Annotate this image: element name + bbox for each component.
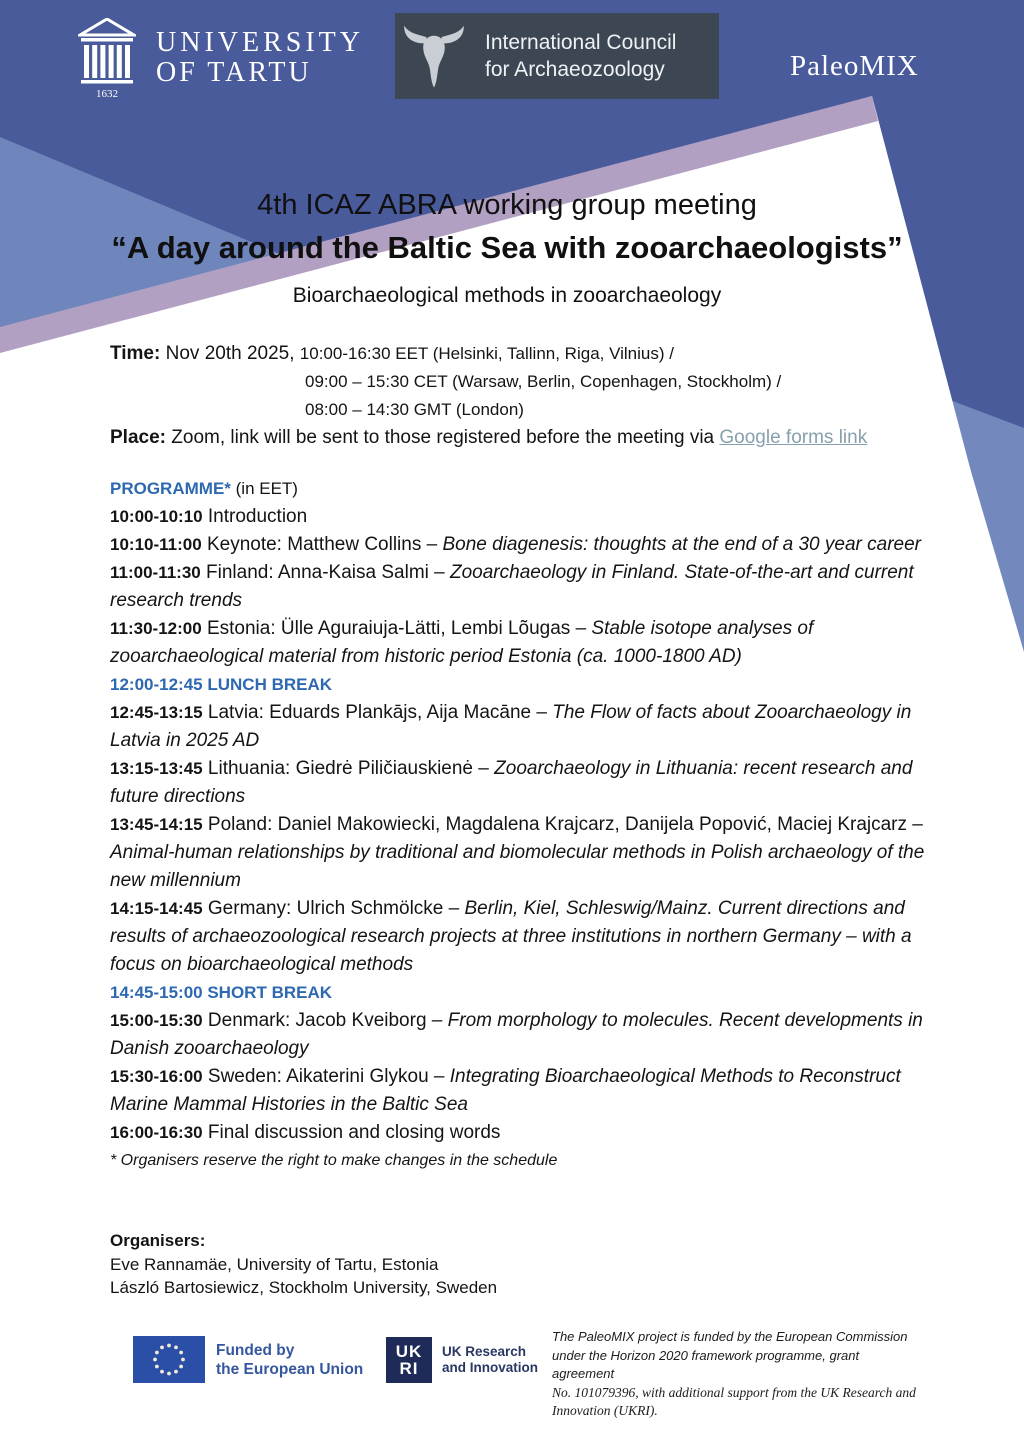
eu-funding-line2: the European Union [216, 1361, 364, 1378]
university-name-line2: OF TARTU [156, 57, 312, 88]
founding-year: 1632 [96, 88, 118, 100]
item-text: Sweden: Aikaterini Glykou – [202, 1066, 450, 1087]
ukri-logo-icon [386, 1337, 432, 1383]
programme-section [110, 475, 928, 1175]
university-of-tartu-logo [78, 18, 364, 100]
programme-item [110, 531, 928, 559]
time-zone-cet: 09:00 – 15:30 CET (Warsaw, Berlin, Copenhagen, Stockholm) / [305, 372, 782, 391]
item-text: Final discussion and closing words [202, 1122, 501, 1143]
event-details [110, 340, 928, 452]
item-talk-title: From morphology to molecules. Recent developments in Danish zooarchaeology [110, 1010, 923, 1059]
item-talk-title: Zooarchaeology in Lithuania: recent research and future directions [110, 758, 913, 807]
item-talk-title: Animal-human relationships by traditional and biomolecular methods in Polish archaeology of the new millennium [110, 842, 925, 891]
schedule-footnote: * Organisers reserve the right to make changes in the schedule [110, 1152, 558, 1169]
ukri-letters-uk: UK [395, 1342, 423, 1361]
item-time: 13:15-13:45 [110, 759, 203, 778]
item-text: Finland: Anna-Kaisa Salmi – [200, 562, 450, 583]
item-time: 15:30-16:00 [110, 1067, 203, 1086]
time-label: Time: [110, 343, 161, 364]
item-text: Denmark: Jacob Kveiborg – [202, 1010, 448, 1031]
place-row [110, 424, 928, 452]
item-talk-title: Integrating Bioarchaeological Methods to Reconstruct Marine Mammal Histories in the Baltic Sea [110, 1066, 901, 1115]
item-time: 10:00-10:10 [110, 507, 203, 526]
ukri-label [442, 1344, 538, 1376]
item-time: 11:00-11:30 [110, 563, 201, 582]
item-text: Poland: Daniel Makowiecki, Magdalena Krajcarz, Danijela Popović, Maciej Krajcarz – [202, 814, 923, 835]
time-zone-gmt: 08:00 – 14:30 GMT (London) [305, 400, 524, 419]
item-talk-title: Berlin, Kiel, Schleswig/Mainz. Current directions and results of archaeozoological research projects at three institutions in northern Germany – with a focus on bioarchaeological methods [110, 898, 912, 975]
programme-item [110, 1007, 928, 1063]
programme-item [110, 503, 928, 531]
funding-line: No. 101079396, with additional support from the UK Research and [552, 1384, 916, 1400]
paleomix-logo: PaleoMIX [790, 50, 919, 82]
programme-heading-suffix: (in EET) [230, 479, 298, 498]
university-name-line1: UNIVERSITY [156, 27, 364, 58]
organiser-1: Eve Rannamäe, University of Tartu, Estonia [110, 1254, 439, 1274]
university-building-icon [78, 18, 136, 100]
meeting-theme: Bioarchaeological methods in zooarchaeology [292, 284, 722, 307]
programme-item [110, 615, 928, 671]
programme-item-lunch-break [110, 671, 928, 699]
item-text: Germany: Ulrich Schmölcke – [202, 898, 465, 919]
programme-item [110, 1063, 928, 1119]
item-time: 15:00-15:30 [110, 1011, 203, 1030]
ukri-label-line2: and Innovation [442, 1360, 538, 1375]
item-time: 12:00-12:45 [110, 675, 203, 694]
item-text: Lithuania: Giedrė Piličiauskienė – [202, 758, 495, 779]
organisers-heading: Organisers: [110, 1231, 206, 1250]
programme-heading [110, 475, 928, 503]
google-forms-link[interactable]: Google forms link [719, 427, 868, 448]
funding-line: The PaleoMIX project is funded by the European Commission [552, 1329, 908, 1344]
item-text: LUNCH BREAK [202, 675, 333, 694]
item-time: 11:30-12:00 [110, 619, 202, 638]
icaz-name-line2: for Archaeozoology [485, 58, 665, 81]
bull-skull-icon [395, 18, 473, 94]
programme-item [110, 755, 928, 811]
item-time: 16:00-16:30 [110, 1123, 203, 1142]
organisers-section [110, 1229, 497, 1300]
place-label: Place: [110, 427, 166, 448]
programme-item [110, 699, 928, 755]
icaz-name-line1: International Council [485, 31, 677, 54]
item-time: 13:45-14:15 [110, 815, 203, 834]
organiser-2: László Bartosiewicz, Stockholm University, Sweden [110, 1278, 498, 1297]
programme-item [110, 559, 928, 615]
item-text: SHORT BREAK [202, 983, 333, 1002]
programme-item-short-break [110, 979, 928, 1007]
place-text: Zoom, link will be sent to those registered before the meeting via [171, 427, 715, 448]
item-text: Estonia: Ülle Aguraiuja-Lätti, Lembi Lõugas – [201, 618, 592, 639]
item-talk-title: Bone diagenesis: thoughts at the end of a 30 year career [442, 534, 921, 555]
time-row [110, 340, 928, 368]
programme-item [110, 895, 928, 979]
eu-funding-line1: Funded by [216, 1342, 295, 1359]
programme-item [110, 1119, 928, 1147]
eu-flag-icon [133, 1336, 205, 1383]
eu-funding-label [216, 1341, 363, 1379]
ukri-label-line1: UK Research [442, 1344, 527, 1359]
funding-line: Innovation (UKRI). [552, 1403, 658, 1418]
item-text: Latvia: Eduards Plankājs, Aija Macāne – [202, 702, 553, 723]
item-time: 12:45-13:15 [110, 703, 203, 722]
university-name [156, 28, 364, 88]
item-text: Keynote: Matthew Collins – [201, 534, 443, 555]
item-time: 10:10-11:00 [110, 535, 202, 554]
time-date: Nov 20th 2025, [165, 343, 295, 364]
meeting-subtitle-quote: “A day around the Baltic Sea with zooarchaeologists” [111, 230, 903, 265]
item-talk-title: The Flow of facts about Zooarchaeology in Latvia in 2025 AD [110, 702, 912, 751]
item-talk-title: Stable isotope analyses of zooarchaeological material from historic period Estonia (ca. 1000-1800 AD) [110, 618, 814, 667]
item-time: 14:15-14:45 [110, 899, 203, 918]
item-time: 14:45-15:00 [110, 983, 203, 1002]
item-text: Introduction [202, 506, 308, 527]
funding-statement [552, 1328, 920, 1421]
time-zone-eet: 10:00-16:30 EET (Helsinki, Tallinn, Riga, Vilnius) / [299, 344, 674, 363]
icaz-name [485, 29, 676, 83]
funding-line: under the Horizon 2020 framework programme, grant agreement [552, 1347, 860, 1381]
ukri-letters-ri: RI [399, 1359, 419, 1378]
programme-heading-label: PROGRAMME* [110, 479, 231, 498]
programme-item [110, 811, 928, 895]
icaz-logo [395, 13, 719, 99]
meeting-title: 4th ICAZ ABRA working group meeting [257, 189, 757, 221]
item-talk-title: Zooarchaeology in Finland. State-of-the-art and current research trends [110, 562, 914, 611]
